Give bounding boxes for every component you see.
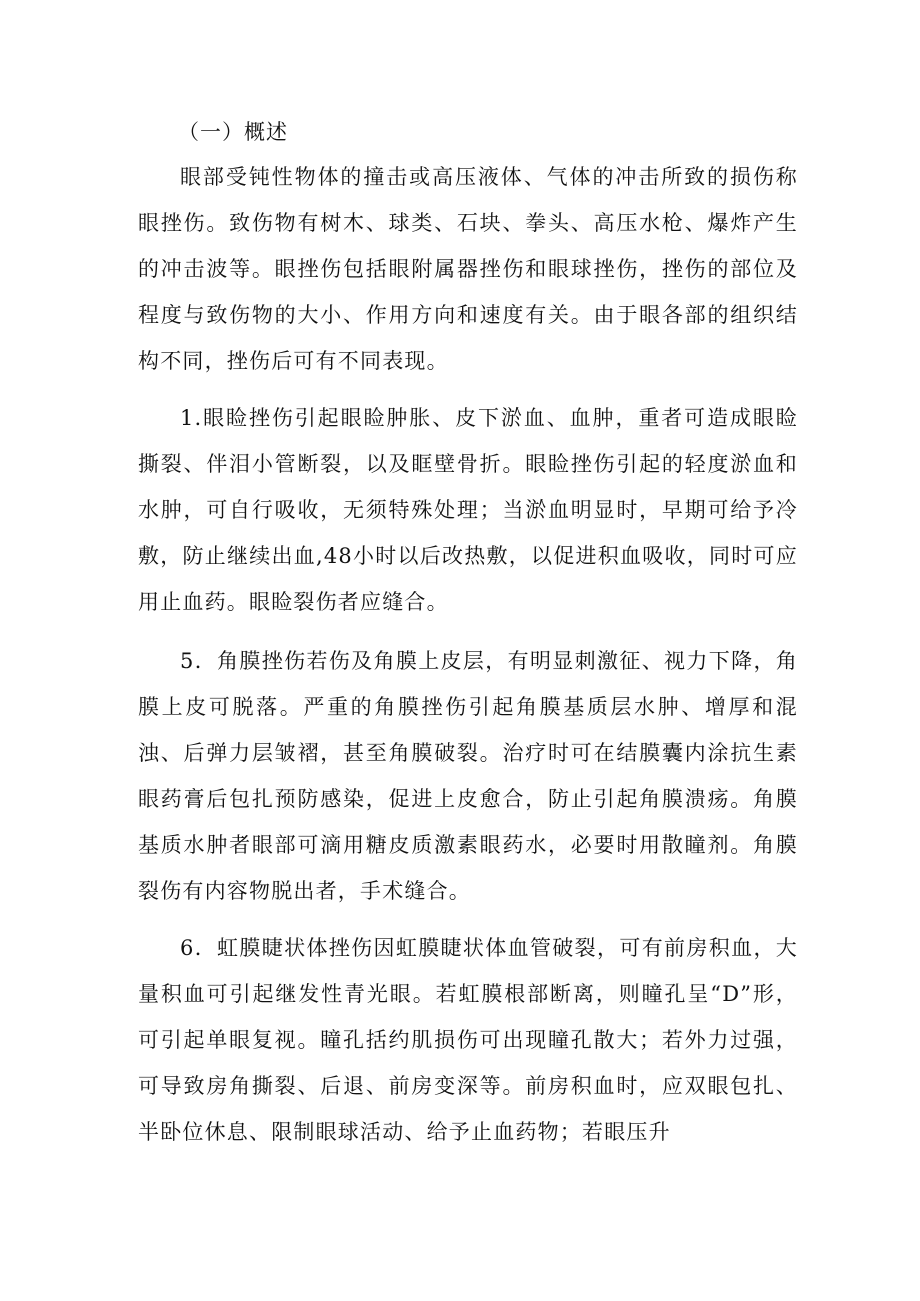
paragraph-overview: 眼部受钝性物体的撞击或高压液体、气体的冲击所致的损伤称眼挫伤。致伤物有树木、球类、石块、拳头、高压水枪、爆炸产生的冲击波等。眼挫伤包括眼附属器挫伤和眼球挫伤，挫伤的部位及程度与致伤物的大小、作用方向和速度有关。由于眼各部的组织结构不同，挫伤后可有不同表现。: [138, 165, 798, 373]
paragraph-eyelid-contusion: 1.眼睑挫伤引起眼睑肿胀、皮下淤血、血肿，重者可造成眼睑撕裂、伴泪小管断裂，以及眶壁骨折。眼睑挫伤引起的轻度淤血和水肿，可自行吸收，无须特殊处理；当淤血明显时，早期可给予冷敷，防止继续出血,48小时以后改热敷，以促进积血吸收，同时可应用止血药。眼睑裂伤者应缝合。: [138, 406, 798, 614]
section-heading: （一）概述: [178, 120, 288, 144]
paragraph-iris-ciliary-contusion: 6．虹膜睫状体挫伤因虹膜睫状体血管破裂，可有前房积血，大量积血可引起继发性青光眼。若虹膜根部断离，则瞳孔呈“D”形，可引起单眼复视。瞳孔括约肌损伤可出现瞳孔散大；若外力过强，可导致房角撕裂、后退、前房变深等。前房积血时，应双眼包扎、半卧位休息、限制眼球活动、给予止血药物；若眼压升: [138, 936, 798, 1144]
paragraph-corneal-contusion: 5．角膜挫伤若伤及角膜上皮层，有明显刺激征、视力下降，角膜上皮可脱落。严重的角膜挫伤引起角膜基质层水肿、增厚和混浊、后弹力层皱褶，甚至角膜破裂。治疗时可在结膜囊内涂抗生素眼药膏后包扎预防感染，促进上皮愈合，防止引起角膜溃疡。角膜基质水肿者眼部可滴用糖皮质激素眼药水，必要时用散瞳剂。角膜裂伤有内容物脱出者，手术缝合。: [138, 649, 798, 903]
